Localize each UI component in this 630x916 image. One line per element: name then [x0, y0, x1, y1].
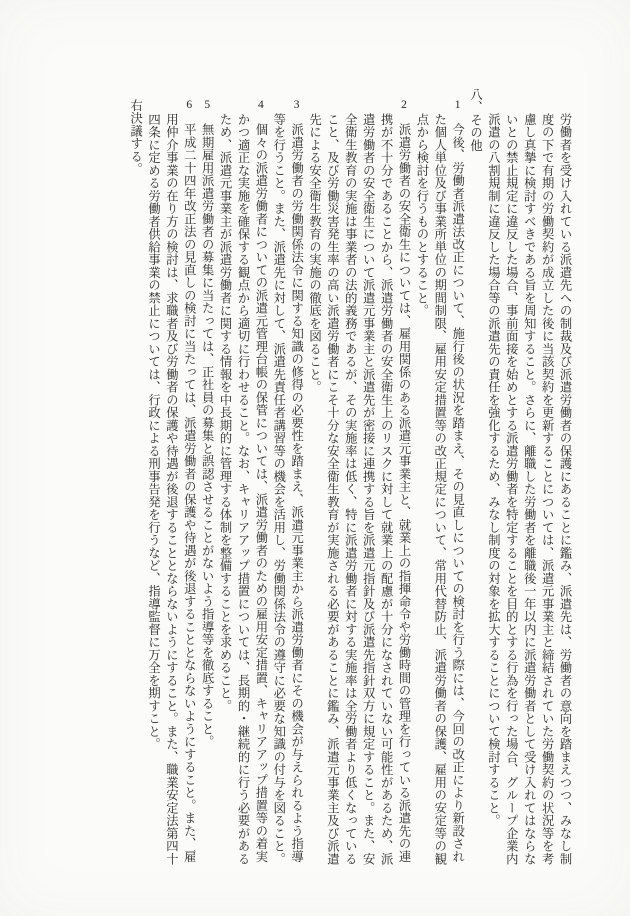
item-2-column-1 [394, 88, 412, 863]
item-3-column-2: 等を行うこと。また、派遣先に対して、派遣先責任者講習等の機会を活用し、労働関係法令の遵守に必要な知識の付与を図ること。 [271, 113, 286, 866]
closing-statement: 右決議する。 [128, 99, 143, 176]
item-text: 派遣労働者の安全衛生については、雇用関係のある派遣元事業主と、就業上の指揮命令や労働時間の管理を行っている派遣先の連 [396, 123, 411, 863]
item-text: 無期雇用派遣労働者の募集に当たっては、正社員の募集と誤認させることがないよう指導等を徹底すること。 [200, 123, 215, 748]
item-1-column-1 [448, 88, 466, 863]
item-6-column-3: 四条に定める労働者供給事業の禁止については、行政による刑事告発を行うなど、指導監督に万全を期すこと。 [146, 113, 161, 751]
item-6-column-1 [179, 88, 197, 863]
item-4-column-3: ため、派遣元事業主が派遣労働者に関する情報を中長期的に管理する体制を整備することを求めること。 [218, 113, 233, 713]
item-number: 6 [186, 99, 193, 111]
section7-continuation-paragraph-column-5: 派遣の八割規制に違反した場合等の派遣先の責任を強化するため、みなし制度の対象を拡大することについて検討すること。 [486, 113, 501, 827]
section7-continuation-paragraph-column-2: 度の下で有期の労働契約が成立した後に当該契約を更新することについては、派遣元事業主と締結されていた労働契約の状況等を考 [540, 113, 555, 866]
item-2-column-2: 携が不十分であることから、派遣労働者の安全衛生上のリスクに対して就業上の配慮が十分になされていない可能性があるため、派 [379, 113, 394, 866]
item-2-column-4: 全衛生教育の実施は事業者の法的義務であるが、その実施率は低く、特に派遣労働者に対する実施率は全労働者より低くなっている [343, 113, 358, 866]
item-number: 3 [293, 99, 300, 111]
item-5-column-1 [197, 88, 215, 748]
section8-heading: 八、その他 [468, 88, 483, 152]
item-1-column-2: た個人単位及び事業所単位の期間制限、雇用安定措置等の改正規定について、常用代替防止、派遣労働者の保護、雇用の安定等の観 [432, 113, 447, 866]
item-6-column-2: 用仲介事業の在り方の検討は、求職者及び労働者の保護や待遇が後退することとならないようにすること。また、職業安定法第四十 [164, 113, 179, 866]
item-number: 1 [454, 99, 461, 111]
item-3-column-1 [287, 88, 305, 863]
item-2-column-3: 遣労働者の安全衛生について派遣元事業主と派遣先が密接に連携する旨を派遣元指針及び派遣先指針双方に規定すること。また、安 [361, 113, 376, 866]
item-text: 平成二十四年改正法の見直しの検討に当たっては、派遣労働者の保護や待遇が後退することとならないようにすること。また、雇 [182, 123, 197, 863]
item-number: 4 [257, 99, 264, 111]
item-2-column-6: 先による安全衛生教育の実施の徹底を図ること。 [307, 113, 322, 394]
section7-continuation-paragraph-column-4: いとの禁止規定に違反した場合、事前面接を始めとする派遣労働者を特定することを目的とする行為を行った場合、グループ企業内 [504, 113, 519, 866]
item-text: 今後、労働者派遣法改正について、施行後の状況を踏まえ、その見直しについての検討を行う際には、今回の改正により新設され [450, 123, 465, 863]
item-4-column-2: かつ適正な実施を確保する観点から適切に行わせること。なお、キャリアアップ措置については、長期的・継続的に行う必要がある [235, 113, 250, 866]
item-number: 5 [204, 99, 211, 111]
document-body [126, 88, 573, 888]
item-text: 個々の派遣労働者についての派遣元管理台帳の保管については、派遣労働者のための雇用安定措置、キャリアアップ措置等の着実 [253, 123, 268, 863]
item-text: 派遣労働者の労働関係法令に関する知識の修得の必要性を踏まえ、派遣元事業主から派遣労働者にその機会が与えられるよう指導 [289, 123, 304, 863]
item-4-column-1 [251, 88, 269, 863]
item-1-column-3: 点から検討を行うものとすること。 [414, 113, 429, 317]
item-number: 2 [401, 99, 407, 111]
section7-continuation-paragraph-column-3: 慮し真摯に検討すべきである旨を周知すること。さらに、離職した労働者を離職後一年以内に派遣労働者として受け入れてはならな [522, 113, 537, 866]
item-2-column-5: こと、及び労働災害発生率の高い派遣労働者にこそ十分な安全衛生教育が実施される必要があることに鑑み、派遣元事業主及び派遣 [325, 113, 340, 866]
section7-continuation-paragraph-column-1: 労働者を受け入れている派遣先への制裁及び派遣労働者の保護にあることに鑑み、派遣先は、労働者の意向を踏まえつつ、みなし制 [558, 113, 572, 866]
